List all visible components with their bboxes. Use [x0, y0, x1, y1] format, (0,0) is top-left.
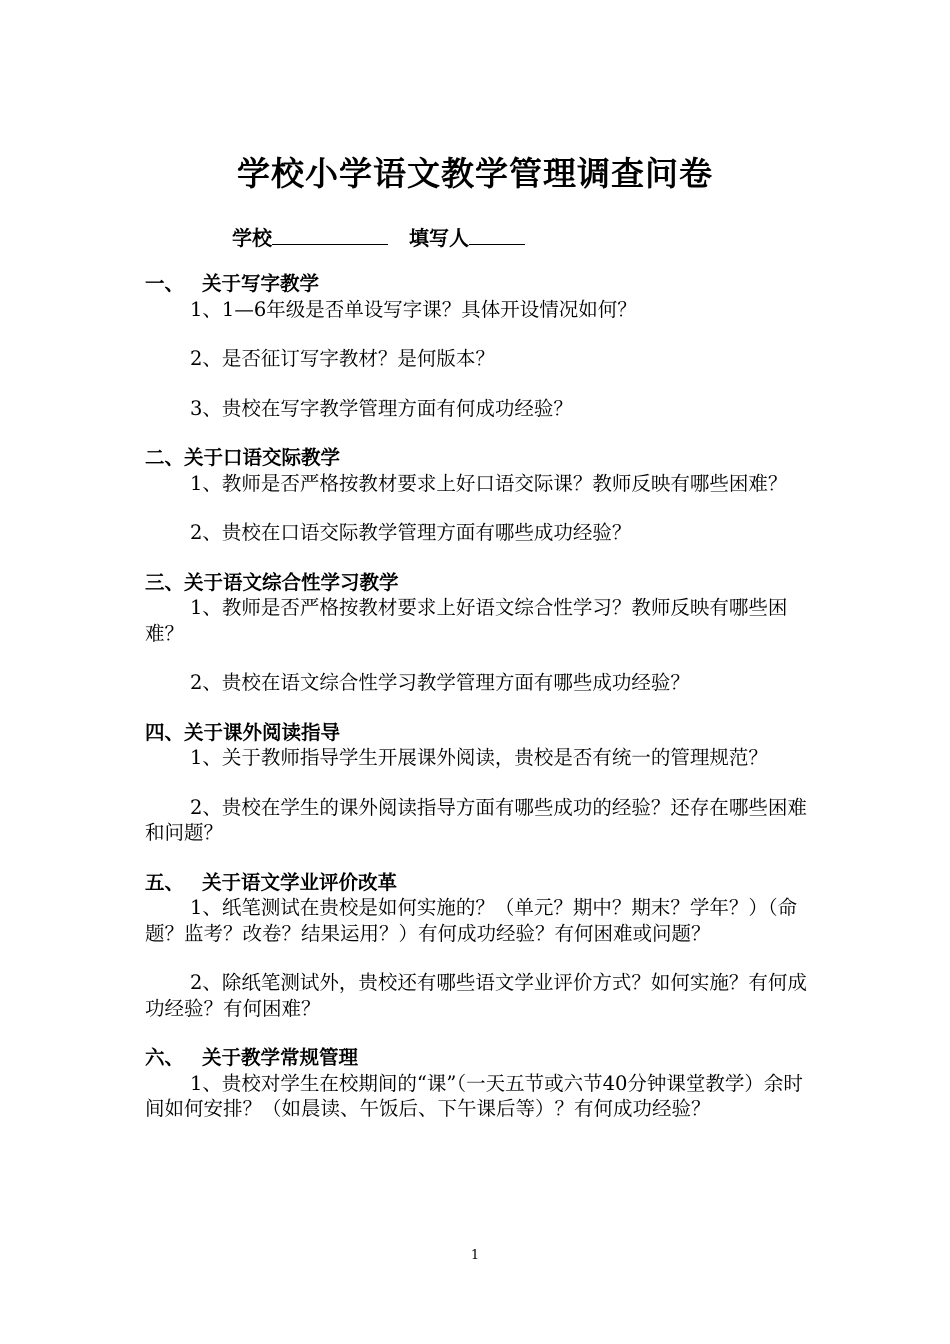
- page-number: 1: [470, 1248, 480, 1263]
- school-blank[interactable]: [272, 222, 388, 245]
- section-number: 二、: [145, 446, 185, 469]
- survey-body: [145, 271, 810, 1146]
- question: 1、1—6年级是否单设写字课？具体开设情况如何？: [190, 297, 637, 321]
- section-number: 一、: [145, 272, 185, 295]
- section-reading: [145, 720, 810, 846]
- question: 1、纸笔测试在贵校是如何实施的？（单元？期中？期末？学年？）（命题？监考？改卷？结果运用？）有何成功经验？有何困难或问题？: [145, 896, 798, 945]
- section-writing: [145, 271, 810, 421]
- section-routine: [145, 1045, 810, 1122]
- filler-blank[interactable]: [469, 222, 525, 245]
- section-title: 关于语文学业评价改革: [202, 870, 398, 894]
- section-heading: [145, 720, 810, 746]
- school-label: 学校: [232, 226, 272, 250]
- section-heading: [145, 271, 810, 297]
- section-evaluation: [145, 870, 810, 1022]
- section-title: 关于写字教学: [202, 272, 320, 295]
- section-heading: [145, 445, 810, 471]
- question: 1、教师是否严格按教材要求上好语文综合性学习？教师反映有哪些困难？: [145, 596, 788, 645]
- question: 3、贵校在写字教学管理方面有何成功经验？: [190, 396, 573, 420]
- section-title: 关于口语交际教学: [184, 446, 341, 469]
- section-oral: [145, 445, 810, 546]
- section-heading: [145, 870, 810, 896]
- section-heading: [145, 1045, 810, 1071]
- question: 2、是否征订写字教材？是何版本？: [190, 347, 495, 370]
- section-title: 关于教学常规管理: [202, 1046, 359, 1069]
- section-title: 关于语文综合性学习教学: [184, 570, 399, 594]
- section-number: 三、: [145, 570, 185, 594]
- question: 2、除纸笔测试外，贵校还有哪些语文学业评价方式？如何实施？有何成功经验？有何困难？: [145, 971, 807, 1020]
- filler-label: 填写人: [408, 226, 469, 250]
- question: 1、贵校对学生在校期间的“课”（一天五节或六节40分钟课堂教学）余时间如何安排？（如晨读、午饭后、下午课后等）？有何成功经验？: [145, 1071, 803, 1120]
- form-fields: [232, 222, 525, 253]
- section-number: 六、: [145, 1046, 185, 1069]
- section-number: 五、: [145, 870, 185, 894]
- section-heading: [145, 570, 810, 596]
- question: 2、贵校在口语交际教学管理方面有哪些成功经验？: [190, 521, 632, 544]
- section-number: 四、: [145, 720, 185, 744]
- section-title: 关于课外阅读指导: [184, 720, 341, 744]
- question: 2、贵校在学生的课外阅读指导方面有哪些成功的经验？还存在哪些困难和问题？: [145, 795, 807, 844]
- question: 2、贵校在语文综合性学习教学管理方面有哪些成功经验？: [190, 671, 690, 694]
- question: 1、关于教师指导学生开展课外阅读，贵校是否有统一的管理规范？: [190, 746, 768, 769]
- document-title: 学校小学语文教学管理调查问卷: [237, 154, 713, 193]
- section-comprehensive: [145, 570, 810, 696]
- question: 1、教师是否严格按教材要求上好口语交际课？教师反映有哪些困难？: [190, 471, 788, 495]
